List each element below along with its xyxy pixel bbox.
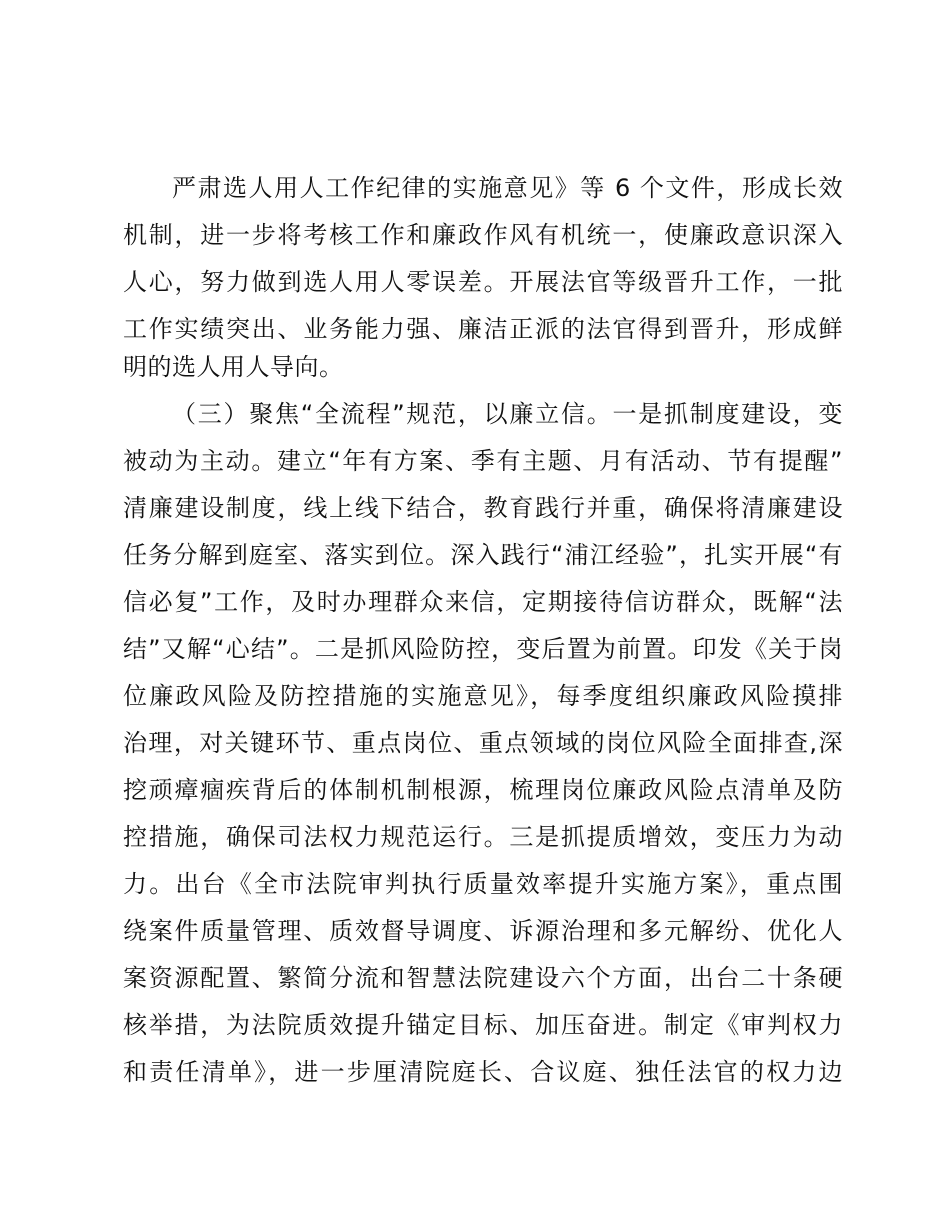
text-line-1: 严肃选人用人工作纪律的实施意见》等 6 个文件，形成长效	[172, 174, 843, 202]
text-line-18: 案资源配置、繁简分流和智慧法院建设六个方面，出台二十条硬	[123, 964, 843, 992]
text-line-2: 机制，进一步将考核工作和廉政作风有机统一，使廉政意识深入	[123, 221, 843, 249]
text-line-5: 明的选人用人导向。	[123, 353, 344, 381]
text-line-4: 工作实绩突出、业务能力强、廉洁正派的法官得到晋升，形成鲜	[123, 315, 843, 343]
text-line-14: 挖顽瘴痼疾背后的体制机制根源，梳理岗位廉政风险点清单及防	[123, 776, 843, 804]
text-line-15: 控措施，确保司法权力规范运行。三是抓提质增效，变压力为动	[123, 823, 843, 851]
text-line-9: 任务分解到庭室、落实到位。深入践行“浦江经验”，扎实开展“有	[123, 541, 843, 569]
text-line-6: （三）聚焦“全流程”规范，以廉立信。一是抓制度建设，变	[172, 400, 843, 428]
text-line-16: 力。出台《全市法院审判执行质量效率提升实施方案》，重点围	[123, 870, 843, 898]
text-line-13: 治理，对关键环节、重点岗位、重点领域的岗位风险全面排查,深	[123, 729, 843, 757]
text-line-12: 位廉政风险及防控措施的实施意见》，每季度组织廉政风险摸排	[123, 682, 843, 710]
text-line-17: 绕案件质量管理、质效督导调度、诉源治理和多元解纷、优化人	[123, 917, 843, 945]
text-line-10: 信必复”工作，及时办理群众来信，定期接待信访群众，既解“法	[123, 588, 843, 616]
text-line-11: 结”又解“心结”。二是抓风险防控，变后置为前置。印发《关于岗	[123, 635, 843, 663]
text-line-20: 和责任清单》，进一步厘清院庭长、合议庭、独任法官的权力边	[123, 1058, 843, 1086]
text-line-19: 核举措，为法院质效提升锚定目标、加压奋进。制定《审判权力	[123, 1011, 843, 1039]
text-line-3: 人心，努力做到选人用人零误差。开展法官等级晋升工作，一批	[123, 268, 843, 296]
text-line-8: 清廉建设制度，线上线下结合，教育践行并重，确保将清廉建设	[123, 494, 843, 522]
text-line-7: 被动为主动。建立“年有方案、季有主题、月有活动、节有提醒”	[123, 447, 843, 475]
